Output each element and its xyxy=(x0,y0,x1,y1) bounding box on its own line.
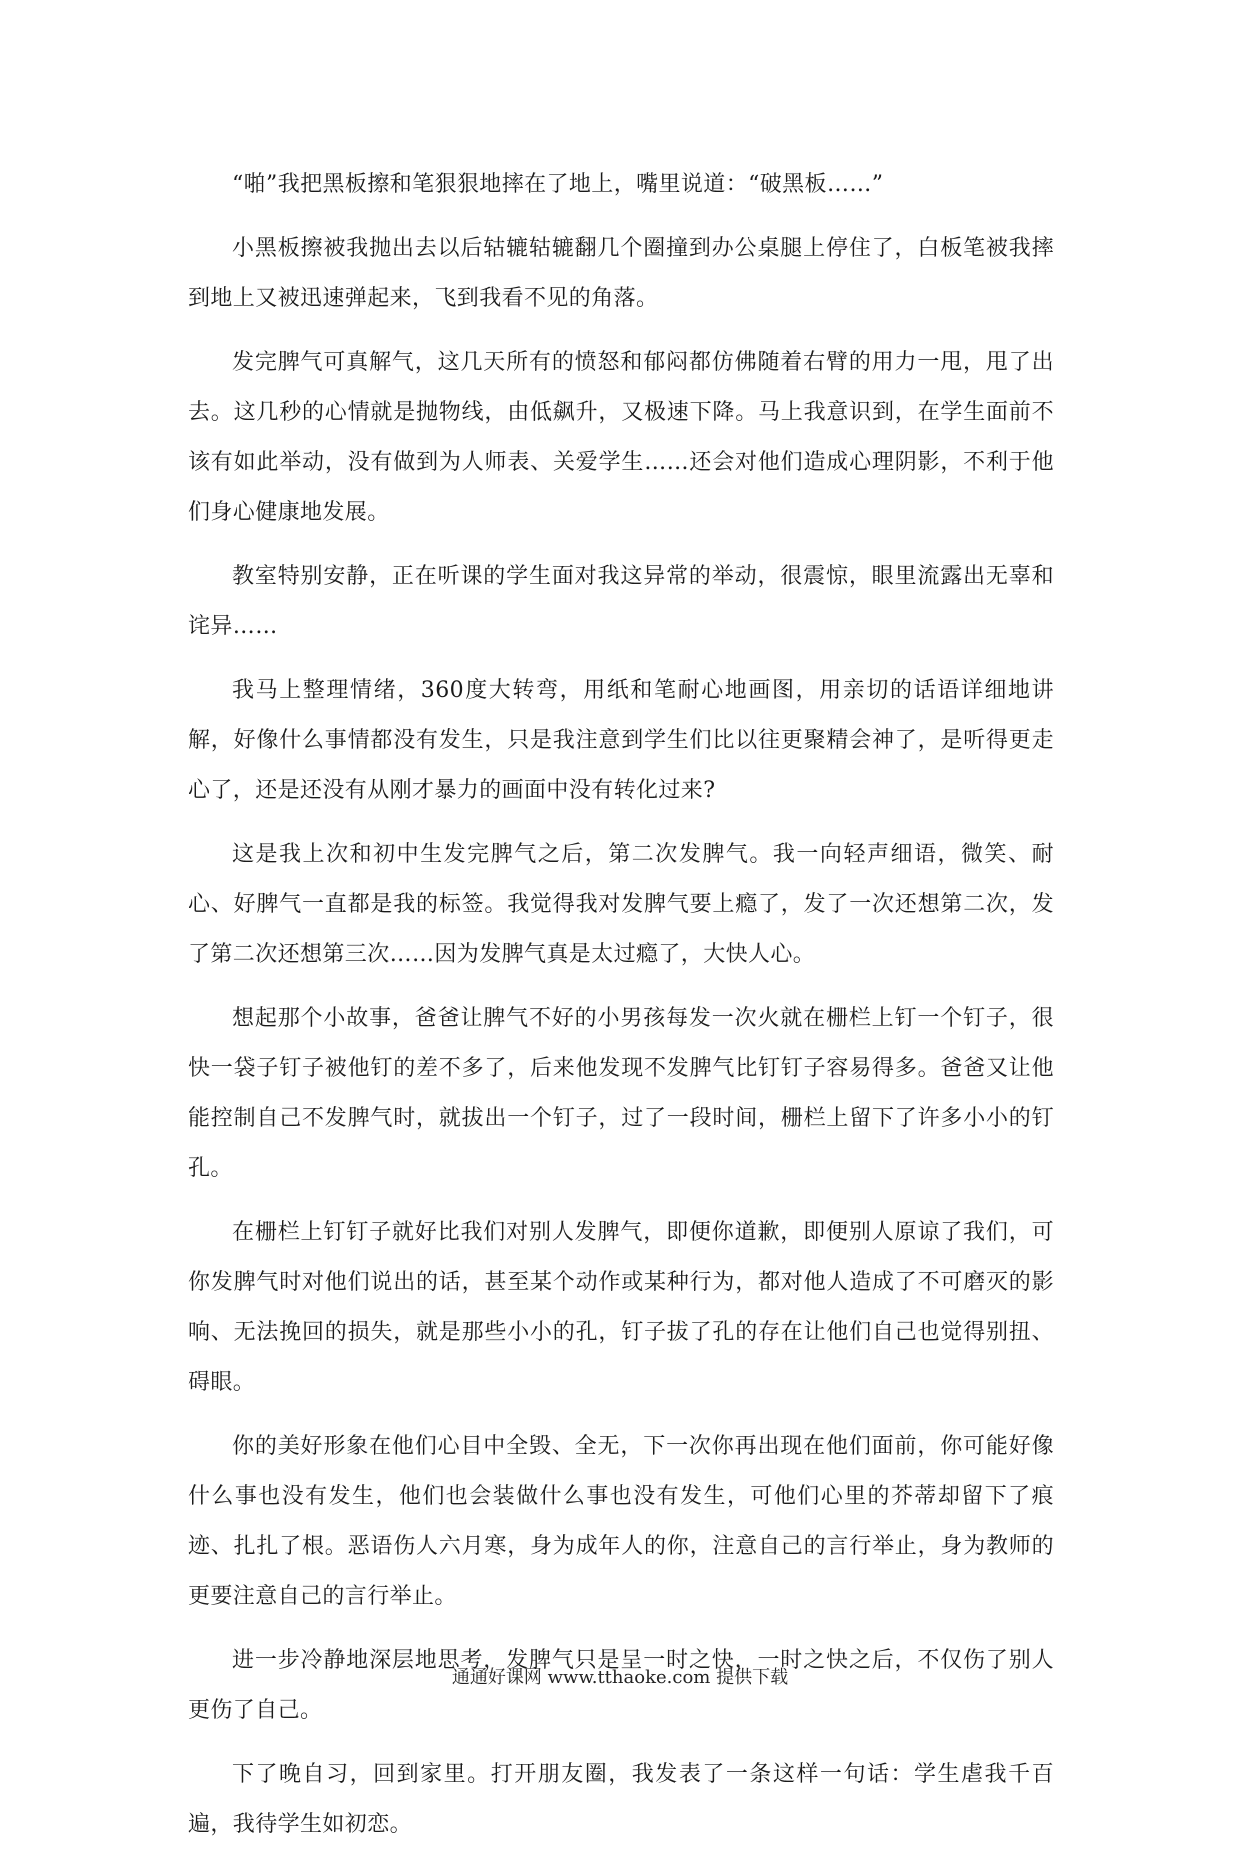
article-body xyxy=(188,160,1054,1864)
paragraph-9: 你的美好形象在他们心目中全毁、全无，下一次你再出现在他们面前，你可能好像什么事也没有发生，他们也会装做什么事也没有发生，可他们心里的芥蒂却留下了痕迹、扎扎了根。恶语伤人六月寒，身为成年人的你，注意自己的言行举止，身为教师的更要注意自己的言行举止。 xyxy=(188,1434,1054,1609)
paragraph-2: 小黑板擦被我抛出去以后轱辘轱辘翻几个圈撞到办公桌腿上停住了，白板笔被我摔到地上又被迅速弹起来，飞到我看不见的角落。 xyxy=(188,236,1054,311)
page-footer: 通通好课网 www.tthaoke.com 提供下载 xyxy=(451,1667,789,1688)
paragraph-10: 进一步冷静地深层地思考，发脾气只是呈一时之快，一时之快之后，不仅伤了别人更伤了自己。 xyxy=(188,1648,1054,1723)
paragraph-7: 想起那个小故事，爸爸让脾气不好的小男孩每发一次火就在栅栏上钉一个钉子，很快一袋子钉子被他钉的差不多了，后来他发现不发脾气比钉钉子容易得多。爸爸又让他能控制自己不发脾气时，就拔出一个钉子，过了一段时间，栅栏上留下了许多小小的钉孔。 xyxy=(188,1006,1054,1181)
paragraph-1: “啪”我把黑板擦和笔狠狠地摔在了地上，嘴里说道：“破黑板……” xyxy=(232,172,884,197)
paragraph-11: 下了晚自习，回到家里。打开朋友圈，我发表了一条这样一句话：学生虐我千百遍，我待学生如初恋。 xyxy=(188,1762,1054,1837)
paragraph-6: 这是我上次和初中生发完脾气之后，第二次发脾气。我一向轻声细语，微笑、耐心、好脾气一直都是我的标签。我觉得我对发脾气要上瘾了，发了一次还想第二次，发了第二次还想第三次……因为发脾气真是太过瘾了，大快人心。 xyxy=(188,842,1054,967)
paragraph-4: 教室特别安静，正在听课的学生面对我这异常的举动，很震惊，眼里流露出无辜和诧异…… xyxy=(188,564,1054,639)
paragraph-8: 在栅栏上钉钉子就好比我们对别人发脾气，即便你道歉，即便别人原谅了我们，可你发脾气时对他们说出的话，甚至某个动作或某种行为，都对他人造成了不可磨灭的影响、无法挽回的损失，就是那些小小的孔，钉子拔了孔的存在让他们自己也觉得别扭、碍眼。 xyxy=(188,1220,1054,1395)
paragraph-5: 我马上整理情绪，360度大转弯，用纸和笔耐心地画图，用亲切的话语详细地讲解，好像什么事情都没有发生，只是我注意到学生们比以往更聚精会神了，是听得更走心了，还是还没有从刚才暴力的画面中没有转化过来? xyxy=(188,678,1054,803)
paragraph-3: 发完脾气可真解气，这几天所有的愤怒和郁闷都仿佛随着右臂的用力一甩，甩了出去。这几秒的心情就是抛物线，由低飙升，又极速下降。马上我意识到，在学生面前不该有如此举动，没有做到为人师表、关爱学生……还会对他们造成心理阴影，不利于他们身心健康地发展。 xyxy=(188,350,1054,525)
